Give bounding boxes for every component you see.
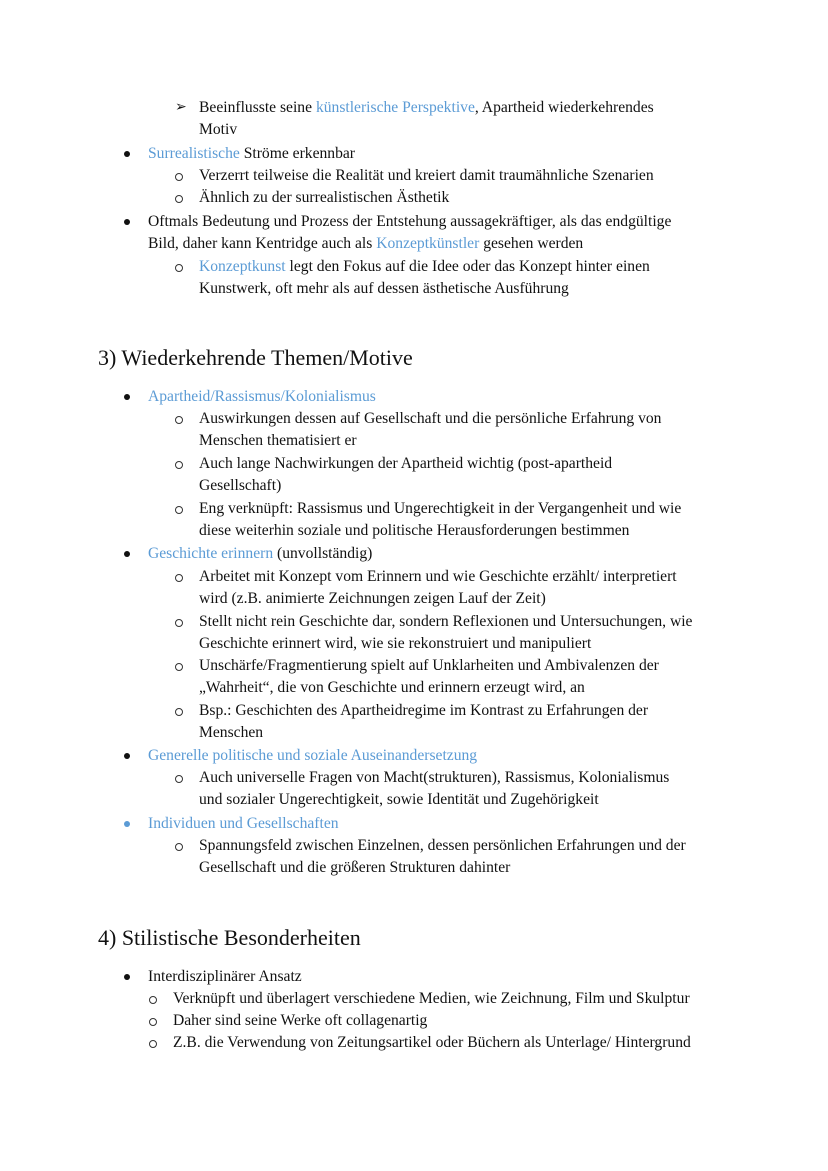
text: Bild, daher kann Kentridge auch als [148,235,377,252]
sub-list-item-continuation: Gesellschaft) [199,477,282,494]
circle-bullet-icon [149,1018,157,1026]
bullet-icon [124,551,130,557]
section-heading: 4) Stilistische Besonderheiten [98,925,361,950]
sub-list-item: Bsp.: Geschichten des Apartheidregime im Kontrast zu Erfahrungen der [199,702,649,719]
sub-list-item: Stellt nicht rein Geschichte dar, sondern Reflexionen und Untersuchungen, wie [199,613,693,630]
highlight-term: Surrealistische [148,145,240,162]
circle-bullet-icon [175,663,183,671]
circle-bullet-icon [175,843,183,851]
list-item-topic: Generelle politische und soziale Auseinandersetzung [148,747,478,764]
circle-bullet-icon [175,416,183,424]
bullet-icon [124,151,130,157]
sub-list-item: Auswirkungen dessen auf Gesellschaft und die persönliche Erfahrung von [199,410,662,427]
bullet-icon [124,394,130,400]
circle-bullet-icon [175,173,183,181]
sub-list-item: Z.B. die Verwendung von Zeitungsartikel oder Büchern als Unterlage/ Hintergrund [173,1034,691,1051]
sub-list-item: Auch universelle Fragen von Macht(strukturen), Rassismus, Kolonialismus [199,769,670,786]
circle-bullet-icon [149,996,157,1004]
text: (unvollständig) [273,545,373,562]
sub-list-item-continuation: „Wahrheit“, die von Geschichte und erinnern erzeugt wird, an [199,679,585,696]
section-heading: 3) Wiederkehrende Themen/Motive [98,345,413,370]
sub-list-item-continuation: Gesellschaft und die größeren Strukturen dahinter [199,859,511,876]
highlight-term: Geschichte erinnern [148,545,274,562]
list-item: Oftmals Bedeutung und Prozess der Entstehung aussagekräftiger, als das endgültige [148,213,672,230]
list-item [148,144,355,164]
circle-bullet-icon [149,1040,157,1048]
arrow-bullet-icon: ➢ [175,100,187,115]
sub-list-item-continuation: Menschen [199,724,264,741]
bullet-icon [124,974,130,980]
bullet-icon [124,219,130,225]
sub-list-item: Spannungsfeld zwischen Einzelnen, dessen persönlichen Erfahrungen und der [199,837,686,854]
circle-bullet-icon [175,775,183,783]
list-item-continuation [148,234,583,254]
sub-list-item: Verknüpft und überlagert verschiedene Medien, wie Zeichnung, Film und Skulptur [173,990,690,1007]
list-item-topic [148,544,372,564]
circle-bullet-icon [175,619,183,627]
text: gesehen werden [479,235,584,252]
text: legt den Fokus auf die Idee oder das Konzept hinter einen [285,258,650,275]
text: Strömе erkennbar [239,145,355,162]
list-item-topic: Apartheid/Rassismus/Kolonialismus [148,388,376,405]
sub-list-item-continuation: Geschichte erinnert wird, wie sie rekonstruiert und manipuliert [199,635,592,652]
list-item: Interdisziplinärer Ansatz [148,968,302,985]
sub-list-item-continuation: und sozialer Ungerechtigkeit, sowie Identität und Zugehörigkeit [199,791,599,808]
sub-list-item-continuation: diese weiterhin soziale und politische Herausforderungen bestimmen [199,522,630,539]
circle-bullet-icon [175,574,183,582]
sub-list-item-continuation: Menschen thematisiert er [199,432,357,449]
circle-bullet-icon [175,264,183,272]
circle-bullet-icon [175,506,183,514]
list-item-continuation: Motiv [199,121,238,138]
sub-list-item: Verzerrt teilweise die Realität und kreiert damit traumähnliche Szenarien [199,167,654,184]
sub-list-item: Arbeitet mit Konzept vom Erinnern und wie Geschichte erzählt/ interpretiert [199,568,677,585]
sub-list-item-continuation: Kunstwerk, oft mehr als auf dessen ästhetische Ausführung [199,280,569,297]
highlight-term: Konzeptkünstler [376,235,480,252]
bullet-icon [124,753,130,759]
text: , Apartheid wiederkehrendes [474,99,654,116]
sub-list-item-continuation: wird (z.B. animierte Zeichnungen zeigen Lauf der Zeit) [199,590,546,607]
circle-bullet-icon [175,195,183,203]
circle-bullet-icon [175,708,183,716]
sub-list-item: Ähnlich zu der surrealistischen Ästhetik [199,189,450,206]
highlight-term: künstlerische Perspektive [315,99,475,116]
text: Beeinflusste seine [199,99,316,116]
sub-list-item: Unschärfe/Fragmentierung spielt auf Unklarheiten und Ambivalenzen der [199,657,659,674]
circle-bullet-icon [175,461,183,469]
sub-list-item [199,257,650,277]
sub-list-item: Daher sind seine Werke oft collagenartig [173,1012,428,1029]
list-item [199,98,654,118]
sub-list-item: Eng verknüpft: Rassismus und Ungerechtigkeit in der Vergangenheit und wie [199,500,682,517]
highlight-term: Konzeptkunst [199,258,286,275]
bullet-icon [124,821,130,827]
sub-list-item: Auch lange Nachwirkungen der Apartheid wichtig (post-apartheid [199,455,613,472]
list-item-topic: Individuen und Gesellschaften [148,815,339,832]
